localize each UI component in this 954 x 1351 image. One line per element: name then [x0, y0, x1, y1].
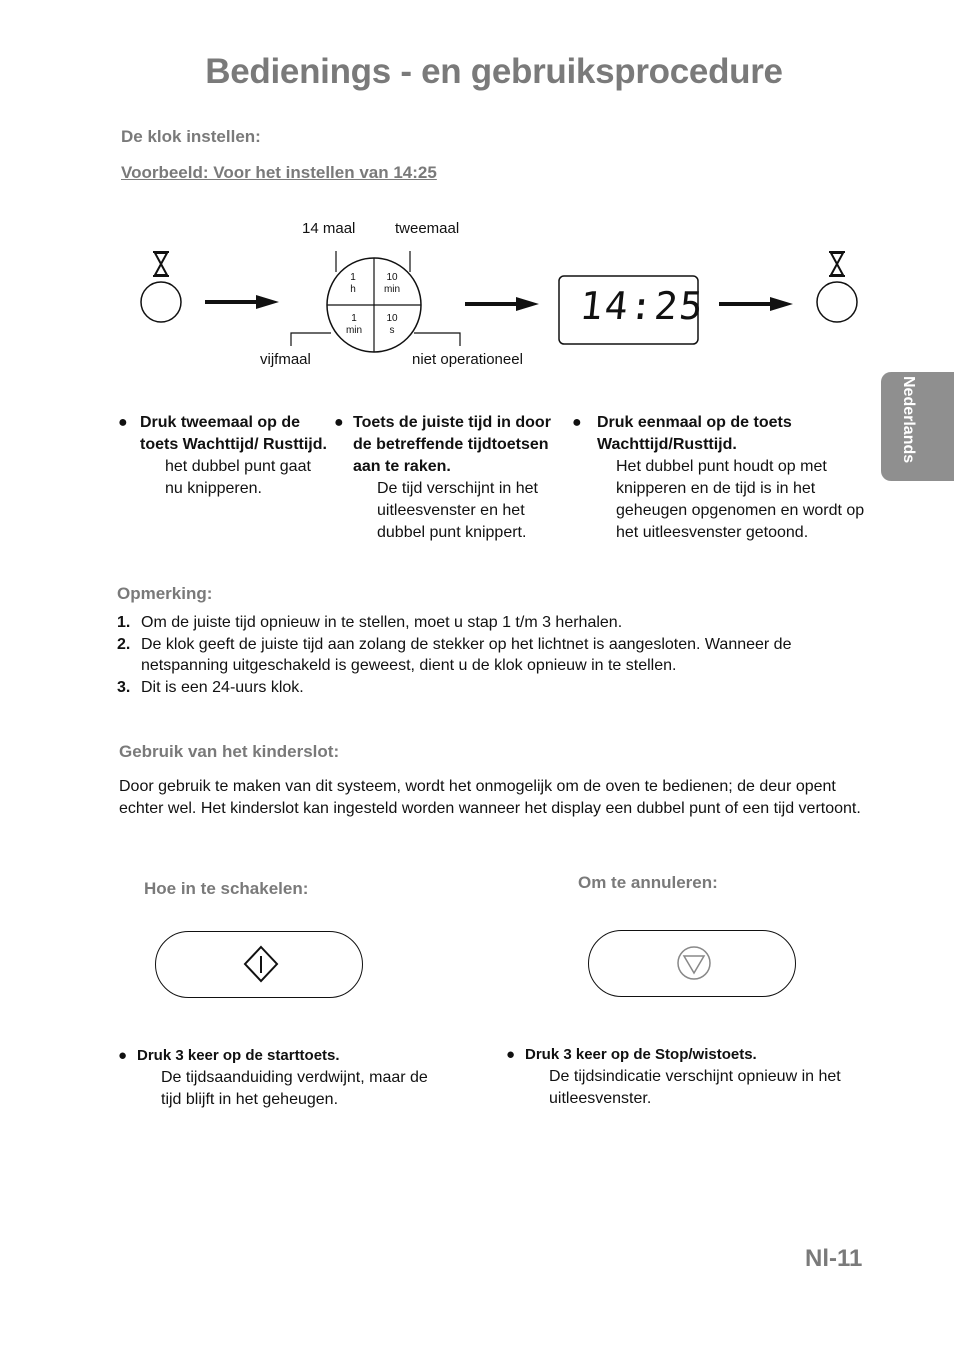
clock-heading: De klok instellen: — [121, 127, 261, 146]
step-2: ● Toets de juiste tijd in door de betreffende tijdtoetsen aan te raken. De tijd verschijnt in het uitleesvenster en het dubbel punt knippert. — [334, 414, 551, 541]
note-item: 3. Dit is een 24-uurs klok. — [117, 678, 304, 696]
enable-instruction: ● Druk 3 keer op de starttoets. De tijdsaanduiding verdwijnt, maar de tijd blijft in het geheugen. — [118, 1047, 428, 1108]
start-icon — [156, 932, 362, 997]
arrow-icon-2 — [465, 297, 539, 311]
note-heading: Opmerking: — [117, 584, 213, 603]
dial-q1: 1 h — [350, 272, 356, 295]
cancel-heading: Om te annuleren: — [578, 873, 718, 892]
start-button[interactable] — [155, 931, 363, 998]
timer-button-left — [141, 282, 181, 322]
stop-icon — [589, 931, 795, 996]
step-3: ● Druk eenmaal op de toets Wachttijd/Rusttijd. Het dubbel punt houdt op met knipperen en de tijd is in het geheugen opgenomen en wordt op het uitleesvenster getoond. — [572, 414, 865, 541]
childlock-body: Door gebruik te maken van dit systeem, wordt het onmogelijk om de oven te bedienen; de deur opent echter wel. Het kinderslot kan ingesteld worden wanneer het display een dubbel punt of een tijd vertoont. — [119, 778, 861, 817]
note-item: 2. De klok geeft de juiste tijd aan zolang de stekker op het lichtnet is aangesloten. Wanneer de netspanning uitgeschakeld is geweest, dient u de klok opnieuw in te stellen. — [117, 635, 792, 674]
hourglass-icon-left — [153, 252, 169, 276]
note-item: 1. Om de juiste tijd opnieuw in te stellen, moet u stap 1 t/m 3 herhalen. — [117, 614, 623, 631]
dial-q3: 1 min — [345, 313, 363, 336]
clock-diagram — [0, 0, 954, 400]
enable-heading: Hoe in te schakelen: — [144, 879, 309, 898]
timer-button-right — [817, 282, 857, 322]
clock-example: Voorbeeld: Voor het instellen van 14:25 — [121, 163, 437, 182]
dial-q2: 10 min — [383, 272, 401, 295]
language-tab: Nederlands — [881, 372, 954, 481]
cancel-instruction: ● Druk 3 keer op de Stop/wistoets. De tijdsindicatie verschijnt opnieuw in het uitleesvenster. — [506, 1046, 841, 1107]
note-list — [117, 612, 877, 698]
label-14-maal: 14 maal — [302, 220, 356, 237]
page-title: Bedienings - en gebruiksprocedure — [205, 52, 783, 91]
time-dial — [327, 258, 421, 352]
display-time: 14:25 — [577, 284, 707, 328]
arrow-icon-3 — [719, 297, 793, 311]
page-number: Nl-11 — [805, 1245, 863, 1272]
label-niet-operationeel: niet operationeel — [412, 351, 523, 368]
dial-q4: 10 s — [386, 313, 398, 336]
step-1: ● Druk tweemaal op de toets Wachttijd/ Rusttijd. het dubbel punt gaat nu knipperen. — [118, 414, 327, 497]
label-vijfmaal: vijfmaal — [260, 351, 311, 368]
stop-button[interactable] — [588, 930, 796, 997]
label-tweemaal: tweemaal — [395, 220, 460, 237]
childlock-heading: Gebruik van het kinderslot: — [119, 742, 340, 761]
arrow-icon-1 — [205, 295, 279, 309]
hourglass-icon-right — [829, 252, 845, 276]
